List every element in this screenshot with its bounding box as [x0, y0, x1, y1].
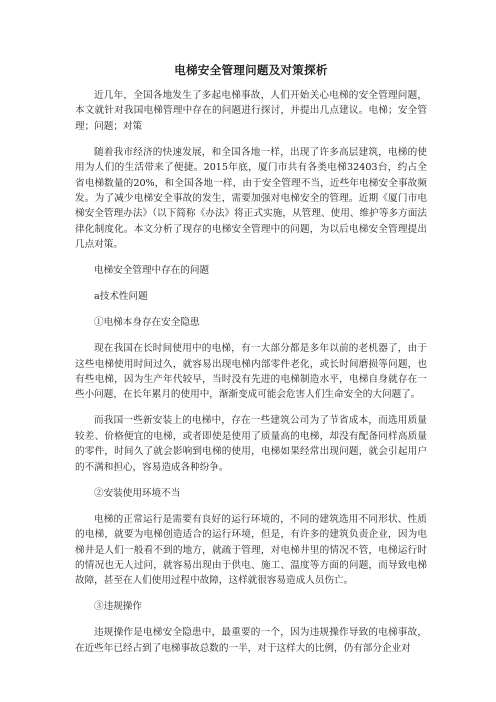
- item1-paragraph-1: 现在我国在长时间使用中的电梯，有一大部分都是多年以前的老机器了，由于这些电梯使用时间过久，就容易出现电梯内部零件老化，或长时间磨损等问题，也有些电梯，因为生产年代较早，当时没有先进的电梯制造水平，电梯自身就存在一些小问题，在长年累月的使用中，渐渐变成可能会危害人们生命安全的大问题了。: [75, 343, 427, 401]
- item1-heading: ①电梯本身存在安全隐患: [94, 317, 200, 329]
- section-heading: 电梯安全管理中存在的问题: [94, 265, 210, 277]
- intro-paragraph: 随着我市经济的快速发展，和全国各地一样，出现了许多高层建筑，电梯的使用为人们的生活带来了便捷。2015年底，厦门市共有各类电梯32403台，约占全省电梯数量的20%，和全国各地一样，由于安全管理不当，近些年电梯安全事故频发。为了减少电梯安全事故的发生，需要加强对电梯安全的管理。近期《厦门市电梯安全管理办法》（以下简称《办法》将正式实施，从管理、使用、维护等多方面法律化制度化。本文分析了现存的电梯安全管理中的问题，为以后电梯安全管理提出几点对策。: [75, 146, 427, 251]
- item3-heading: ③违规操作: [94, 601, 142, 613]
- item3-paragraph: 违规操作是电梯安全隐患中，最重要的一个，因为违规操作导致的电梯事故，在近些年已经占到了电梯事故总数的一半，对于这样大的比例，仍有部分企业对: [75, 627, 427, 654]
- abstract-paragraph: 近几年，全国各地发生了多起电梯事故，人们开始关心电梯的安全管理问题，本文就针对我国电梯管理中存在的问题进行探讨，并提出几点建议。电梯；安全管理；问题；对策: [75, 90, 427, 132]
- document-title: 电梯安全管理问题及对策探析: [174, 63, 328, 77]
- subsection-heading: a技术性问题: [94, 291, 148, 303]
- item2-paragraph: 电梯的正常运行是需要有良好的运行环境的，不同的建筑选用不同形状、性质的电梯，就要为电梯创造适合的运行环境，但是，有许多的建筑负责企业，因为电梯井是人们一般看不到的地方，就疏于管理，对电梯井里的情况不管，电梯运行时的情况也无人过问，就容易出现由于供电、施工、温度等方面的问题，而导致电梯故障，甚至在人们使用过程中故障，这样就很容易造成人员伤亡。: [75, 513, 427, 587]
- document-body: [75, 62, 427, 667]
- item1-paragraph-2: 而我国一些新安装上的电梯中，存在一些建筑公司为了节省成本，而选用质量较差、价格便宜的电梯，或者即使是使用了质量高的电梯，却没有配备同样高质量的零件，时间久了就会影响到电梯的使用，电梯如果经常出现问题，就会引起用户的不满和担心，容易造成各种纷争。: [75, 415, 427, 473]
- item2-heading: ②安装使用环境不当: [94, 487, 181, 499]
